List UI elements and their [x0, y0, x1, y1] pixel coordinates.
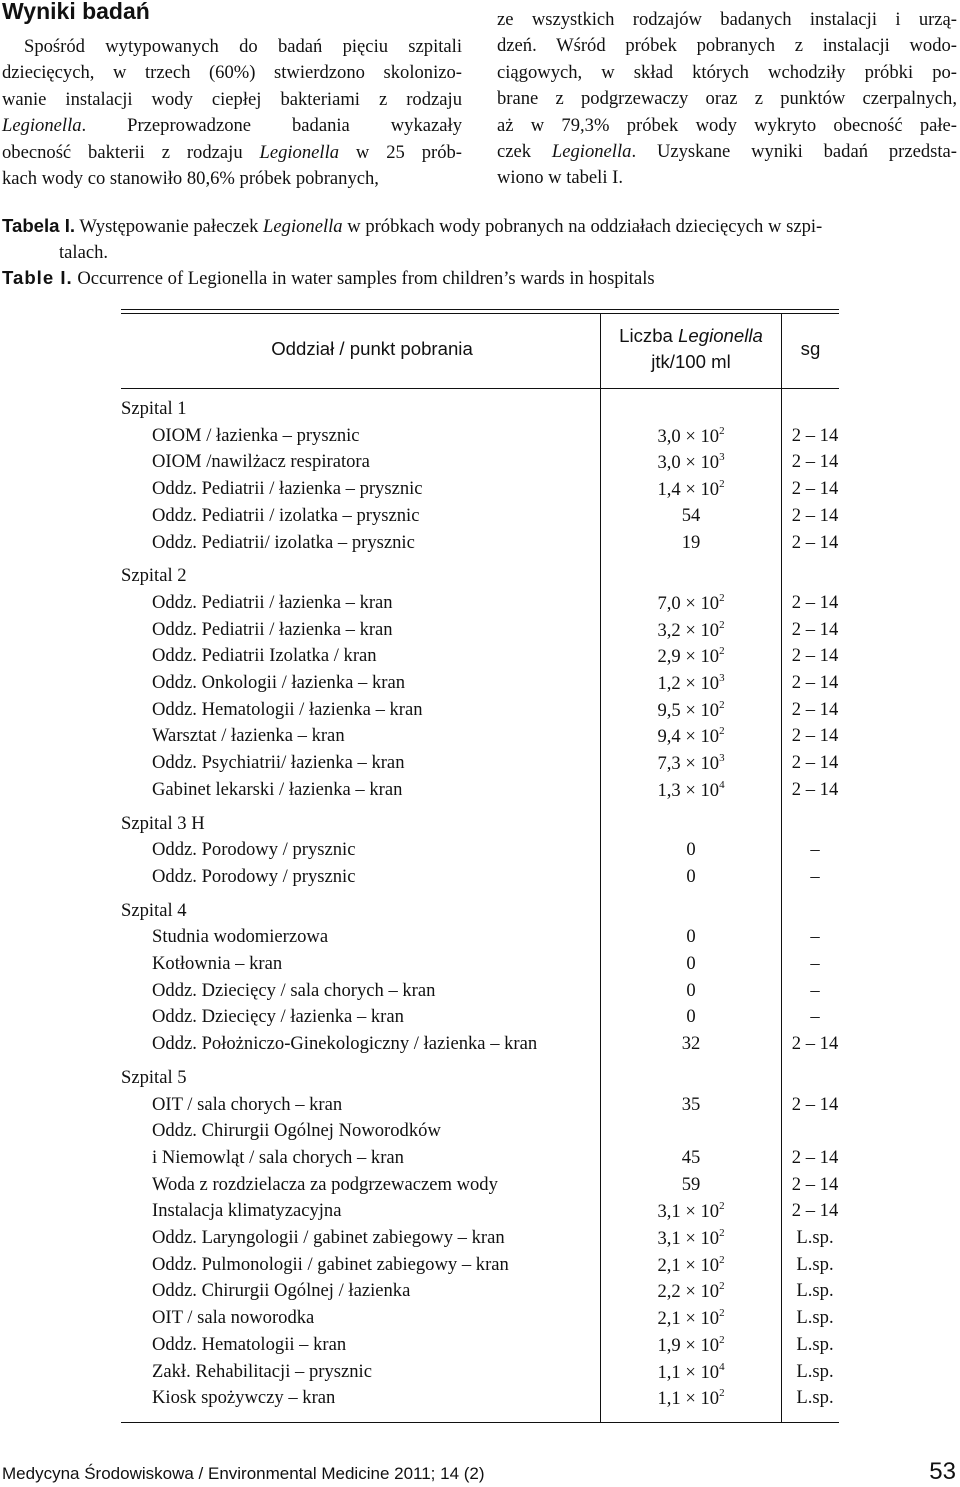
table-cell-location: Warsztat / łazienka – kran	[152, 725, 345, 747]
table-cell-count: $1,9 \times 10^2$	[657, 1333, 725, 1356]
table-cell-sg: 2 – 14	[791, 1173, 839, 1195]
table-cell-location: OIOM / łazienka – prysznic	[152, 424, 360, 446]
table-cell-location: Kiosk spożywczy – kran	[152, 1387, 336, 1409]
table-cell-location: Gabinet lekarski / łazienka – kran	[152, 778, 403, 800]
table-cell-sg: 2 – 14	[791, 752, 839, 774]
table-cell-sg: –	[810, 953, 820, 974]
table-cell-sg: 2 – 14	[791, 1033, 839, 1055]
table-header-rule	[121, 388, 839, 389]
table-cell-location: Oddz. Psychiatrii/ łazienka – kran	[152, 752, 405, 774]
text-line: Legionella. Przeprowadzone badania wykazały	[2, 115, 462, 137]
table-cell-location: OIOM /nawilżacz respiratora	[152, 451, 370, 473]
left-column-text	[2, 34, 462, 192]
table-cell-count: 0	[686, 1006, 696, 1028]
table-cell-location: Oddz. Onkologii / łazienka – kran	[152, 672, 406, 693]
table-cell-sg: 2 – 14	[791, 698, 839, 720]
table-cell-sg: –	[810, 926, 820, 948]
table-cell-count: 19	[681, 531, 701, 553]
table-cell-sg: 2 – 14	[791, 778, 839, 800]
table-cell-location: Oddz. Laryngologii / gabinet zabiegowy – kran	[152, 1227, 505, 1248]
table-cell-sg: 2 – 14	[791, 1093, 839, 1115]
caption-pl-label: Tabela I.	[2, 215, 76, 236]
table-cell-location: Oddz. Hematologii – kran	[152, 1333, 347, 1355]
table-cell-location: OIT / sala noworodka	[152, 1307, 315, 1329]
text-line: obecność bakterii z rodzaju Legionella w 25 prób-	[2, 141, 462, 163]
table-cell-location: Zakł. Rehabilitacji – prysznic	[152, 1360, 372, 1382]
table-cell-count: $1,1 \times 10^2$	[657, 1387, 725, 1410]
table-cell-location: Studnia wodomierzowa	[152, 926, 329, 948]
table-cell-location: Oddz. Hematologii / łazienka – kran	[152, 698, 423, 720]
text-line: dzeń. Wśród próbek pobranych z instalacji wodo-	[497, 35, 957, 57]
column-header-sg: sg	[800, 338, 821, 359]
table-cell-sg: 2 – 14	[791, 1200, 839, 1222]
table-cell-sg: 2 – 14	[791, 424, 839, 446]
table-cell-location: Oddz. Porodowy / prysznic	[152, 839, 356, 861]
text-line: kach wody co stanowiło 80,6% próbek pobranych,	[2, 168, 379, 190]
column-header-count	[601, 323, 781, 375]
caption-pl-text2: talach.	[59, 242, 109, 264]
table-cell-location: Oddz. Pulmonologii / gabinet zabiegowy – kran	[152, 1253, 509, 1275]
text-line: dziecięcych, w trzech (60%) stwierdzono skolonizo-	[2, 62, 462, 84]
table-top-rule-2	[121, 313, 839, 314]
table-cell-count: 32	[681, 1033, 701, 1055]
table-cell-sg: 2 – 14	[791, 618, 839, 640]
table-cell-location: Oddz. Porodowy / prysznic	[152, 865, 356, 887]
hospital-group-label: Szpital 4	[121, 899, 187, 921]
table-cell-location: Oddz. Dziecięcy / sala chorych – kran	[152, 979, 436, 1001]
table-cell-count: 35	[681, 1093, 701, 1115]
column-header-location: Oddział / punkt pobrania	[271, 338, 473, 359]
table-cell-location: i Niemowląt / sala chorych – kran	[152, 1146, 404, 1168]
table-cell-count: $3,2 \times 10^2$	[657, 618, 725, 641]
column-header-count-line2: jtk/100 ml	[651, 351, 731, 372]
table-cell-count: $2,2 \times 10^2$	[657, 1280, 725, 1303]
table-top-rule	[121, 309, 839, 310]
table-cell-sg: 2 – 14	[791, 451, 839, 473]
table-cell-sg: 2 – 14	[791, 1146, 839, 1168]
table-cell-location: Oddz. Chirurgii Ogólnej / łazienka	[152, 1280, 411, 1302]
text-line: Spośród wytypowanych do badań pięciu szpitali	[24, 36, 462, 57]
table-cell-count: $7,0 \times 10^2$	[657, 591, 725, 614]
table-cell-count: $1,4 \times 10^2$	[657, 478, 725, 501]
table-cell-location: Oddz. Pediatrii / łazienka – kran	[152, 618, 393, 640]
table-cell-sg: 2 – 14	[791, 725, 839, 747]
table-cell-sg: L.sp.	[796, 1387, 834, 1409]
table-cell-count: $1,2 \times 10^3$	[657, 672, 725, 694]
table-cell-count: $1,1 \times 10^4$	[657, 1360, 725, 1383]
table-cell-count: $3,1 \times 10^2$	[657, 1227, 725, 1249]
table-cell-sg: L.sp.	[796, 1253, 834, 1275]
table-cell-location: Oddz. Pediatrii / łazienka – prysznic	[152, 478, 423, 500]
table-cell-count: 0	[686, 926, 696, 948]
table-cell-sg: –	[810, 865, 820, 887]
table-cell-count: 45	[681, 1146, 701, 1168]
table-cell-count: $7,3 \times 10^3$	[657, 752, 725, 775]
table-caption-pl	[2, 213, 957, 267]
table-cell-count: $3,0 \times 10^2$	[657, 424, 725, 447]
table-cell-location: Kotłownia – kran	[152, 953, 283, 974]
table-cell-sg: 2 – 14	[791, 591, 839, 613]
column-header-count-line1: Liczba Legionella	[619, 325, 763, 346]
table-caption-en	[2, 265, 655, 292]
hospital-group-label: Szpital 2	[121, 565, 187, 587]
table-cell-sg: 2 – 14	[791, 478, 839, 500]
table-cell-count: $9,4 \times 10^2$	[657, 725, 725, 748]
table-cell-location: Oddz. Pediatrii / łazienka – kran	[152, 591, 393, 613]
text-line: wiono w tabeli I.	[497, 167, 623, 189]
section-heading: Wyniki badań	[2, 0, 150, 24]
text-line: czek Legionella. Uzyskane wyniki badań przedsta-	[497, 141, 957, 163]
table-cell-location: Oddz. Dziecięcy / łazienka – kran	[152, 1006, 404, 1028]
text-line: aż w 79,3% próbek wody wykryto obecność pałe-	[497, 114, 957, 136]
table-cell-count: 0	[686, 953, 696, 974]
text-line: ze wszystkich rodzajów badanych instalacji i urzą-	[497, 9, 957, 30]
hospital-group-label: Szpital 1	[121, 398, 187, 419]
table-cell-count: 59	[681, 1173, 701, 1195]
table-cell-location: Oddz. Położniczo-Ginekologiczny / łazienka – kran	[152, 1033, 538, 1055]
table-cell-sg: 2 – 14	[791, 531, 839, 553]
table-cell-sg: 2 – 14	[791, 645, 839, 667]
table-cell-location: Woda z rozdzielacza za podgrzewaczem wody	[152, 1173, 498, 1195]
table-cell-sg: L.sp.	[796, 1360, 834, 1382]
table-cell-sg: –	[810, 979, 820, 1001]
table-cell-count: $3,0 \times 10^3$	[657, 451, 725, 474]
hospital-group-label: Szpital 5	[121, 1066, 187, 1088]
table-cell-count: $2,1 \times 10^2$	[657, 1253, 725, 1276]
table-cell-sg: L.sp.	[796, 1227, 834, 1248]
table-cell-count: 54	[681, 504, 701, 526]
table-cell-count: $3,1 \times 10^2$	[657, 1200, 725, 1223]
table-cell-sg: 2 – 14	[791, 504, 839, 526]
table-cell-location: Oddz. Chirurgii Ogólnej Noworodków	[152, 1120, 441, 1142]
text-line: wanie instalacji wody ciepłej bakteriami z rodzaju	[2, 88, 462, 110]
table-cell-count: $2,9 \times 10^2$	[657, 645, 725, 668]
table-cell-sg: –	[810, 839, 820, 861]
text-line: ciągowych, w skład których wchodziły próbki po-	[497, 61, 957, 83]
hospital-group-label: Szpital 3 H	[121, 812, 205, 834]
text-line: brane z podgrzewaczy oraz z punktów czerpalnych,	[497, 88, 957, 110]
table-cell-location: Instalacja klimatyzacyjna	[152, 1200, 342, 1222]
table-cell-count: 0	[686, 865, 696, 887]
table-cell-count: 0	[686, 979, 696, 1001]
journal-footer: Medycyna Środowiskowa / Environmental Medicine 2011; 14 (2)	[2, 1464, 485, 1483]
caption-en-text: Occurrence of Legionella in water samples from children’s wards in hospitals	[77, 268, 655, 289]
table-cell-sg: L.sp.	[796, 1333, 834, 1355]
table-cell-location: OIT / sala chorych – kran	[152, 1093, 343, 1115]
table-cell-location: Oddz. Pediatrii/ izolatka – prysznic	[152, 531, 415, 553]
table-cell-sg: L.sp.	[796, 1307, 834, 1329]
page-number: 53	[929, 1458, 956, 1485]
right-column-text	[497, 7, 957, 192]
table-cell-count: $2,1 \times 10^2$	[657, 1307, 725, 1330]
caption-en-label: Table I.	[2, 267, 73, 288]
caption-pl-text: Występowanie pałeczek Legionella w próbkach wody pobranych na oddziałach dziecięcych w szpi-	[79, 216, 823, 237]
table-cell-count: 0	[686, 839, 696, 861]
table-cell-count: $1,3 \times 10^4$	[657, 778, 725, 801]
table-cell-sg: 2 – 14	[791, 672, 839, 693]
table-cell-count: $9,5 \times 10^2$	[657, 698, 725, 721]
table-cell-sg: –	[810, 1006, 820, 1028]
table-bottom-rule	[121, 1422, 839, 1423]
table-cell-location: Oddz. Pediatrii / izolatka – prysznic	[152, 504, 420, 526]
table-cell-sg: L.sp.	[796, 1280, 834, 1302]
table-cell-location: Oddz. Pediatrii Izolatka / kran	[152, 645, 377, 667]
